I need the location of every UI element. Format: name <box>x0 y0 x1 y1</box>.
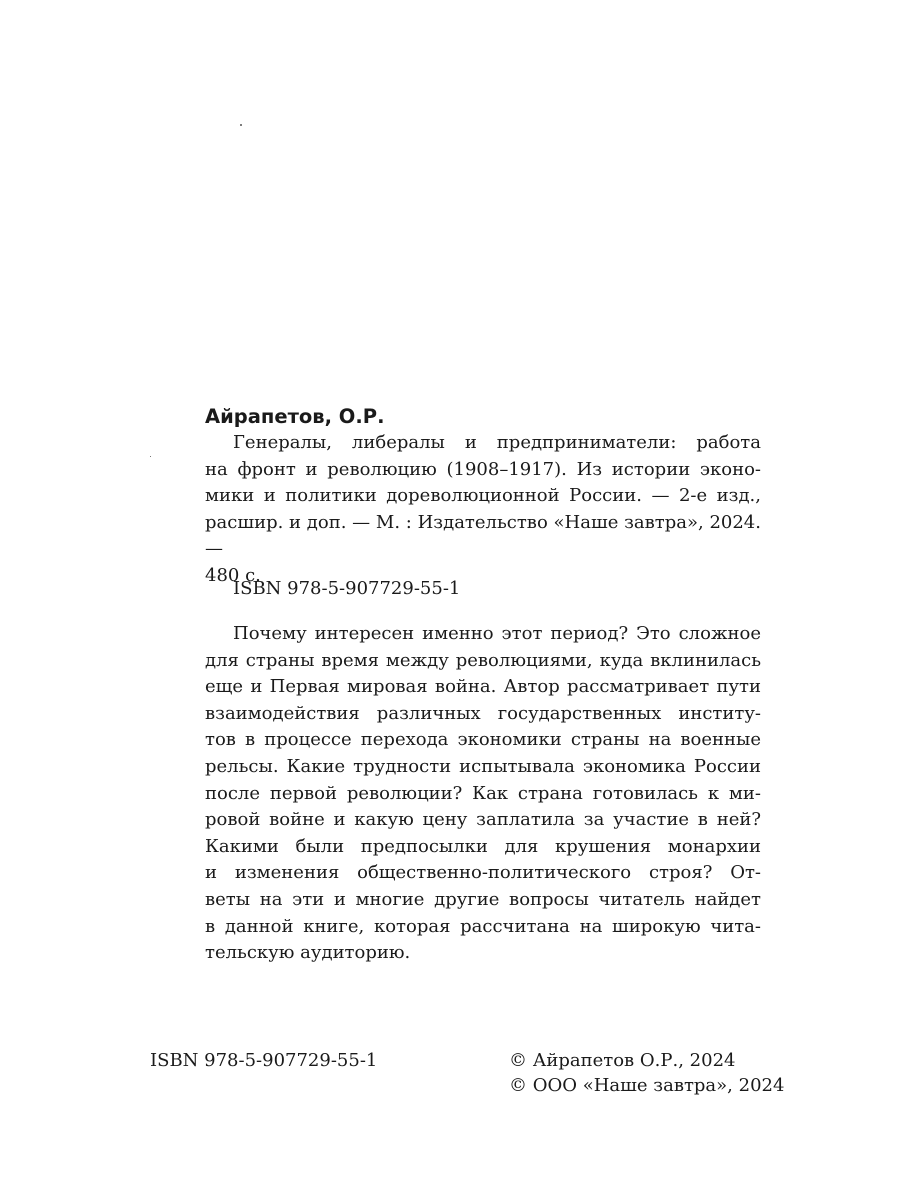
annotation-line: Какими были предпосылки для крушения монархии <box>205 835 761 857</box>
annotation-line: и изменения общественно-политического строя? От- <box>205 862 761 884</box>
bibliographic-line: расшир. и доп. — М. : Издательство «Наше завтра», 2024. — <box>205 511 761 560</box>
author-heading: Айрапетов, О.Р. <box>205 405 385 428</box>
annotation-line: еще и Первая мировая война. Автор рассматривает пути <box>205 676 761 698</box>
annotation <box>205 621 761 967</box>
copyright-line: © ООО «Наше завтра», 2024 <box>509 1075 785 1096</box>
copyright-line: © Айрапетов О.Р., 2024 <box>509 1050 736 1071</box>
annotation-line: в данной книге, которая рассчитана на широкую чита- <box>205 915 761 937</box>
annotation-line: тельскую аудиторию. <box>205 942 411 964</box>
annotation-line: для страны время между революциями, куда вклинилась <box>205 649 761 671</box>
scan-speck <box>240 124 242 126</box>
bibliographic-line: Генералы, либералы и предприниматели: работа <box>233 432 761 453</box>
annotation-line: Почему интересен именно этот период? Это сложное <box>233 623 761 644</box>
copyright-block <box>509 1048 784 1098</box>
annotation-line: тов в процессе перехода экономики страны на военные <box>205 729 761 751</box>
footer-isbn: ISBN 978-5-907729-55-1 <box>150 1050 378 1071</box>
annotation-line: ровой войне и какую цену заплатила за участие в ней? <box>205 809 761 831</box>
scan-speck <box>150 456 151 457</box>
bibliographic-entry <box>205 430 761 590</box>
annotation-line: после первой революции? Как страна готовилась к ми- <box>205 782 761 804</box>
annotation-line: взаимодействия различных государственных институ- <box>205 702 761 724</box>
bibliographic-line: мики и политики дореволюционной России. — 2-е изд., <box>205 485 761 507</box>
annotation-line: рельсы. Какие трудности испытывала экономика России <box>205 755 761 777</box>
bibliographic-line: 480 с. <box>205 564 261 586</box>
isbn-line: ISBN 978-5-907729-55-1 <box>233 578 461 599</box>
annotation-line: веты на эти и многие другие вопросы читатель найдет <box>205 888 761 910</box>
bibliographic-line: на фронт и революцию (1908–1917). Из истории эконо- <box>205 458 761 480</box>
